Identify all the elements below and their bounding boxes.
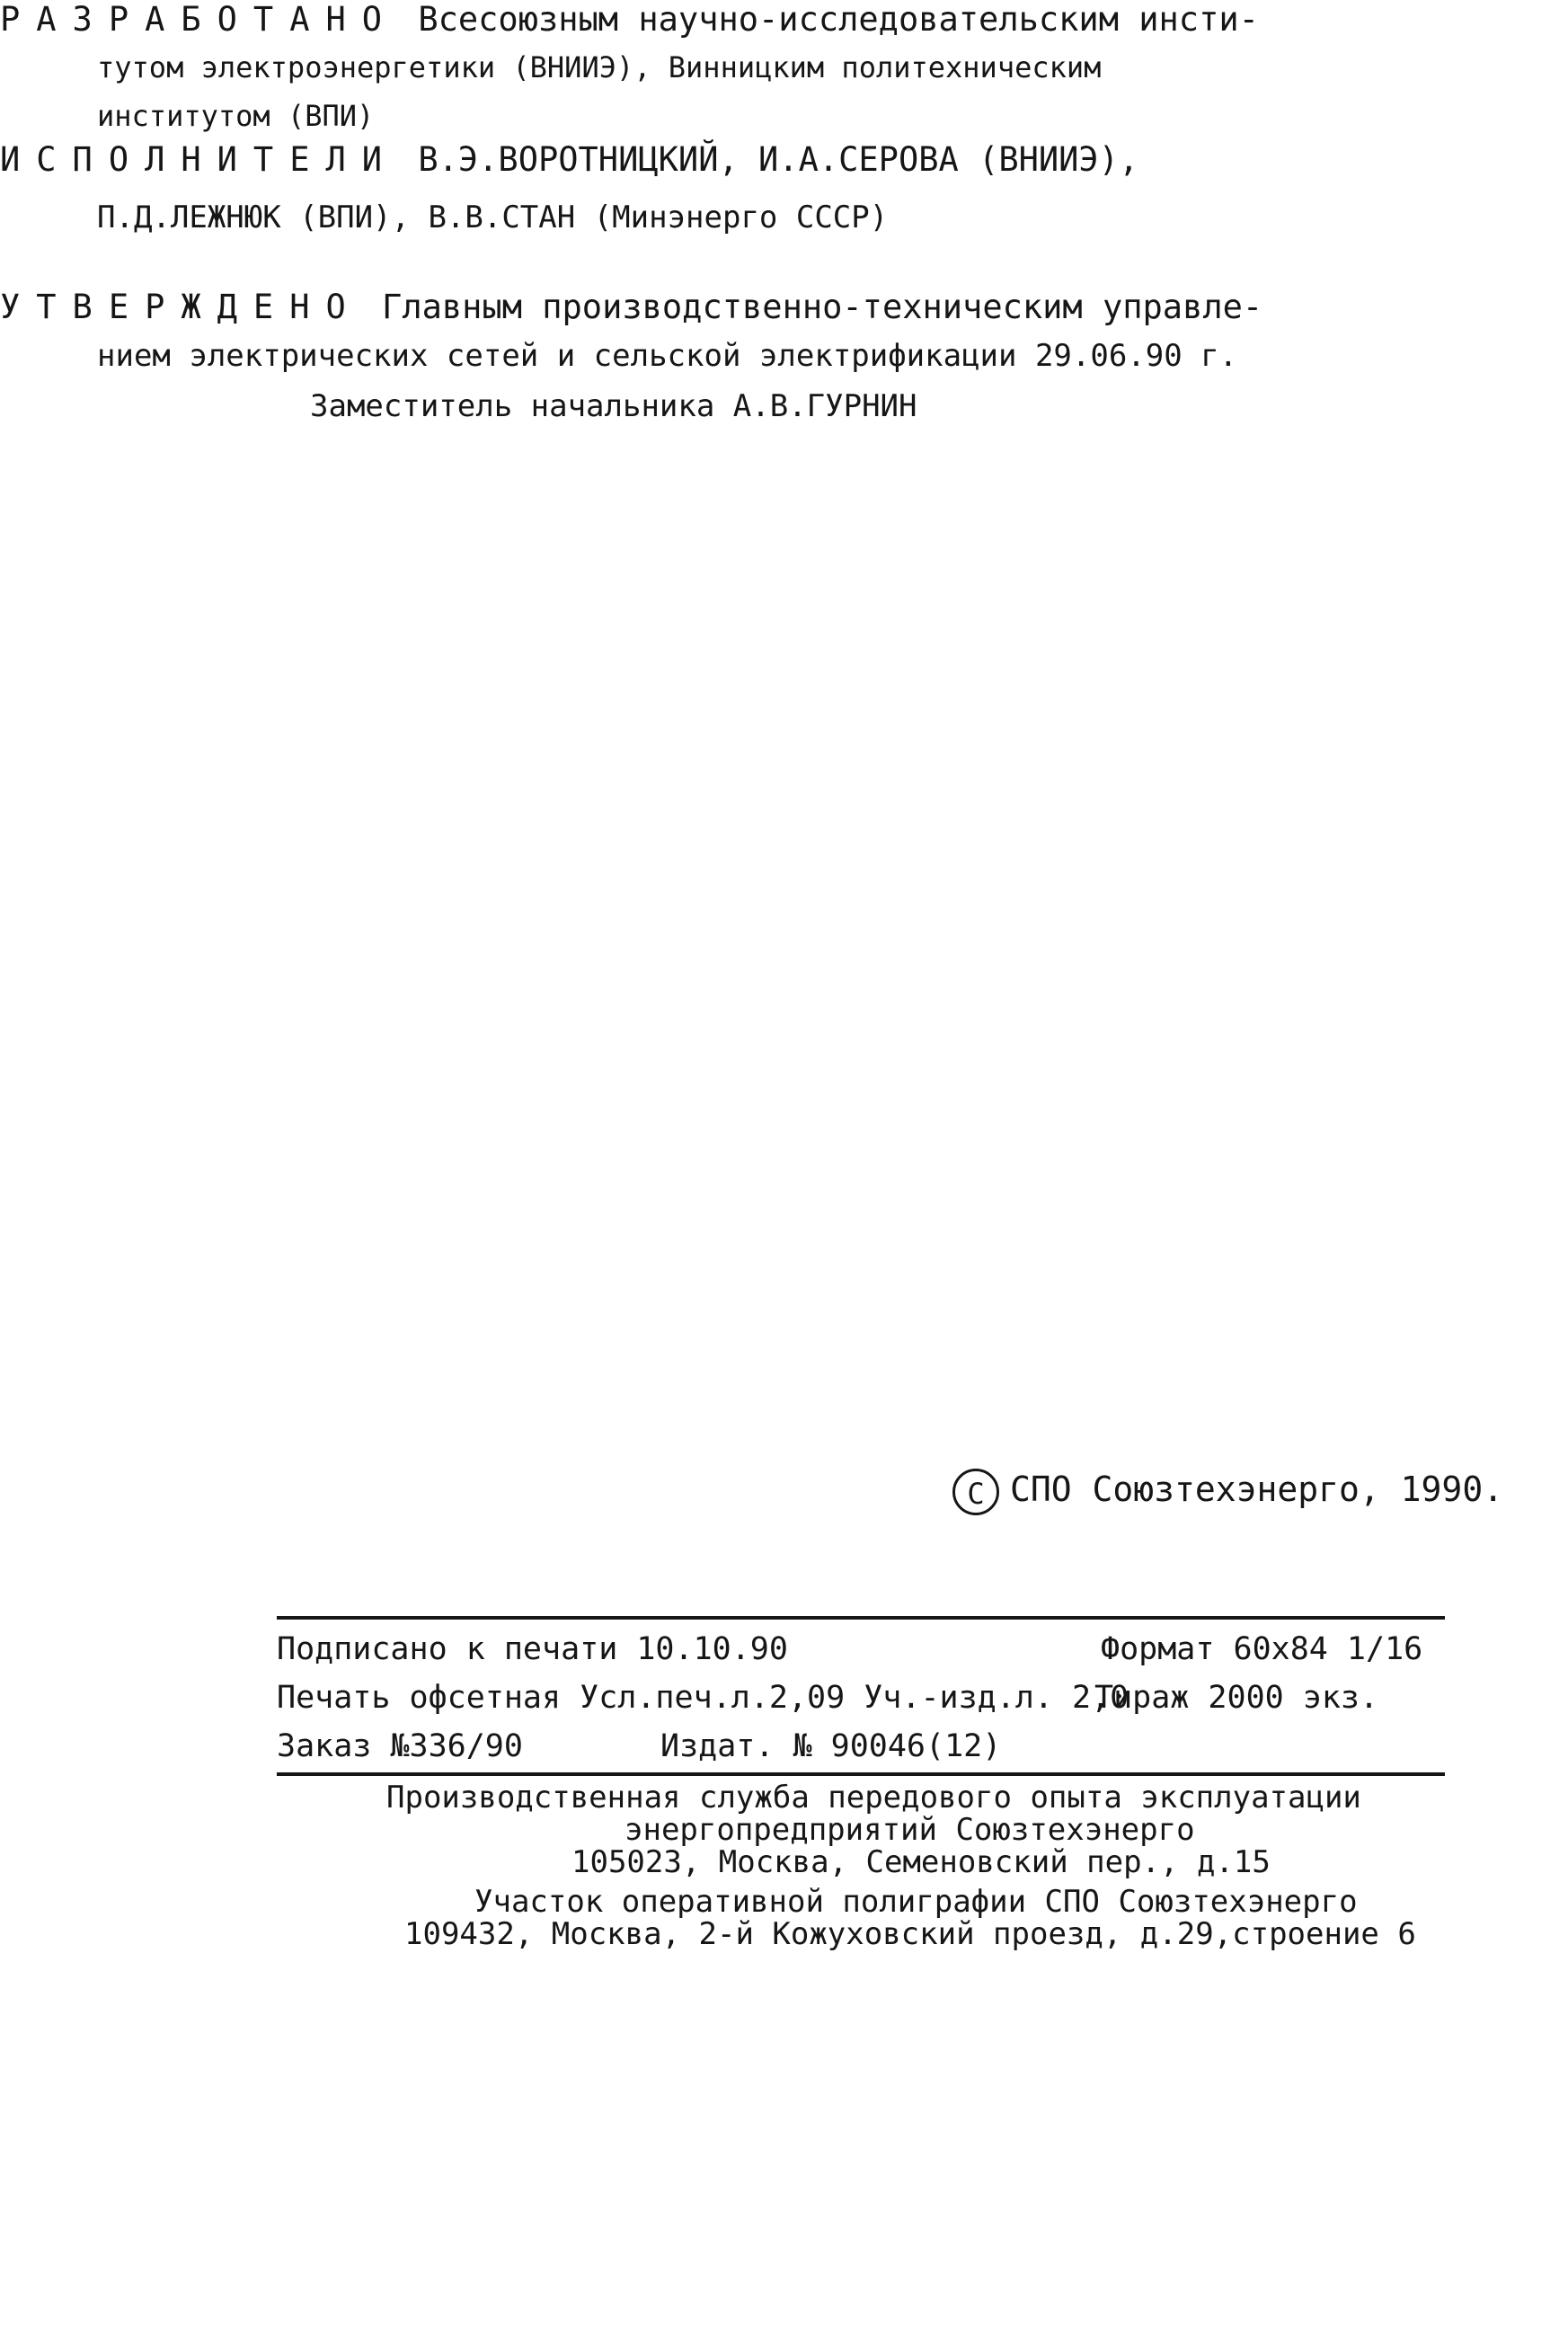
developed-line-2: тутом электроэнергетики (ВНИИЭ), Винницким политехническим: [97, 50, 1102, 84]
publisher-line-2: энергопредприятий Союзтехэнерго: [625, 1812, 1195, 1848]
copyright-text: СПО Союзтехэнерго, 1990.: [1010, 1469, 1504, 1509]
printshop-line-1: Участок оперативной полиграфии СПО Союзтехэнерго: [474, 1884, 1358, 1920]
copyright-line: [952, 1465, 1503, 1515]
imprint-circulation: Тираж 2000 экз.: [1094, 1680, 1379, 1716]
executors-line-1: [0, 140, 1138, 179]
imprint-format: Формат 60x84 1/16: [1101, 1631, 1423, 1667]
publisher-line-3: 105023, Москва, Семеновский пер., д.15: [571, 1844, 1271, 1880]
imprint-publication: Издат. № 90046(12): [660, 1728, 1002, 1764]
developed-text-1: Всесоюзным научно-исследовательским инсти-: [418, 0, 1259, 39]
imprint-print: Печать офсетная Усл.печ.л.2,09 Уч.-изд.л. 2,0: [277, 1680, 1129, 1716]
imprint-bottom-rule: [277, 1772, 1445, 1776]
copyright-icon: C: [952, 1469, 999, 1515]
developed-line-3: институтом (ВПИ): [97, 99, 375, 133]
approved-label: УТВЕРЖДЕНО: [0, 288, 362, 326]
approved-signatory: Заместитель начальника А.В.ГУРНИН: [310, 388, 917, 424]
publisher-line-1: Производственная служба передового опыта эксплуатации: [386, 1780, 1361, 1816]
imprint-order: Заказ №336/90: [277, 1728, 523, 1764]
developed-line-1: [0, 0, 1259, 39]
developed-label: РАЗРАБОТАНО: [0, 0, 399, 39]
printshop-line-2: 109432, Москва, 2-й Кожуховский проезд, д.29,строение 6: [404, 1916, 1416, 1952]
approved-line-1: [0, 288, 1262, 326]
executors-label: ИСПОЛНИТЕЛИ: [0, 140, 399, 179]
imprint-signed: Подписано к печати 10.10.90: [277, 1631, 788, 1667]
executors-line-2: П.Д.ЛЕЖНЮК (ВПИ), В.В.СТАН (Минэнерго СССР): [97, 200, 889, 235]
approved-text-1: Главным производственно-техническим управле-: [382, 288, 1263, 326]
imprint-top-rule: [277, 1616, 1445, 1620]
executors-text-1: В.Э.ВОРОТНИЦКИЙ, И.А.СЕРОВА (ВНИИЭ),: [418, 140, 1139, 179]
approved-line-2: нием электрических сетей и сельской электрификации 29.06.90 г.: [97, 338, 1238, 374]
